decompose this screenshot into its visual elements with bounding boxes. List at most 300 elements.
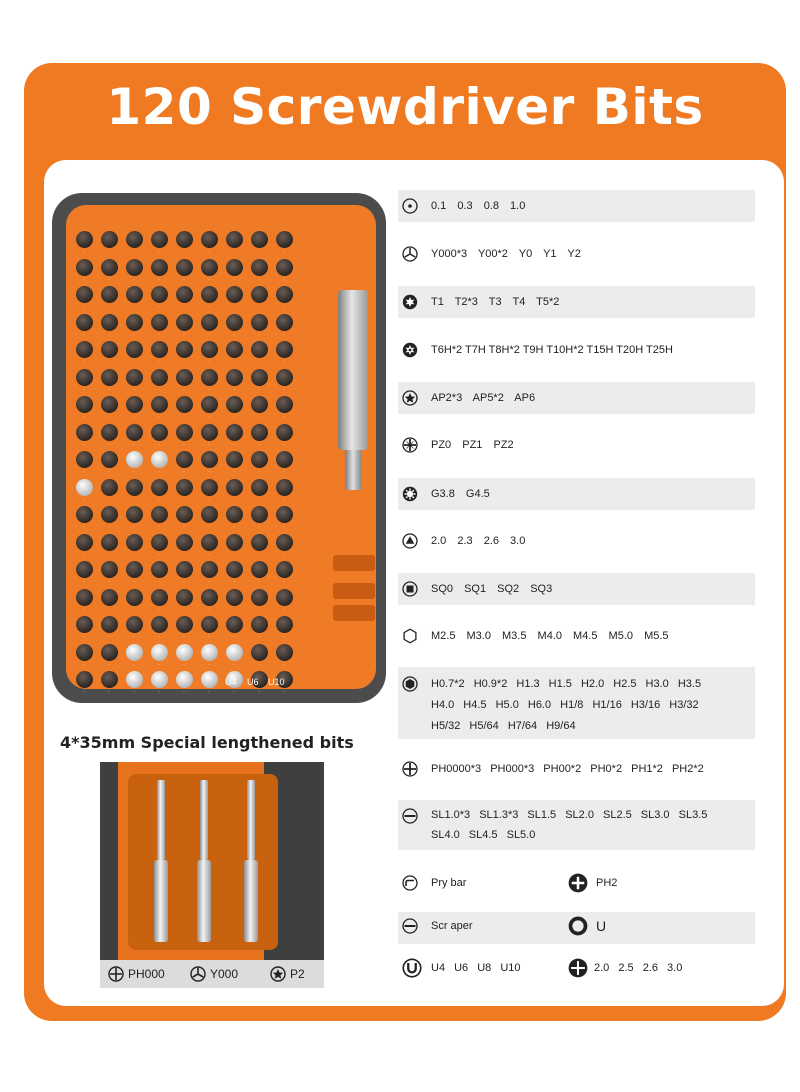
tray-slot	[333, 555, 375, 571]
tray-bit-marking: ·	[83, 276, 85, 283]
scraper-label: Scr aper	[431, 920, 473, 932]
long-bit-shaft	[157, 780, 165, 860]
tray-bit	[151, 561, 168, 578]
tray-bit-marking: ·	[183, 496, 185, 503]
row-triangle-values: 2.0 2.3 2.6 3.0	[431, 535, 526, 547]
tray-bit	[251, 259, 268, 276]
row-slotted-values-2: SL4.0 SL4.5 SL5.0	[431, 829, 536, 841]
tray-bit	[226, 506, 243, 523]
cross-bit-icon	[568, 958, 588, 978]
tray-bit-marking: ·	[183, 304, 185, 310]
tray-bit	[101, 561, 118, 578]
tray-bit	[126, 616, 143, 633]
tray-bit	[126, 561, 143, 578]
tray-bit-marking: ·	[258, 441, 260, 448]
tray-bit-marking: ·	[108, 496, 110, 503]
tray-bit-marking: ·	[158, 634, 160, 640]
tray-bit	[251, 286, 268, 303]
tray-bit-marking: ·	[283, 441, 285, 448]
tray-bit-marking: ·	[158, 496, 160, 503]
tray-bit-marking: ·	[283, 304, 285, 310]
tray-bit	[101, 479, 118, 496]
legend-ph000-label: PH000	[128, 967, 165, 981]
tray-bit-marking: ·	[183, 276, 185, 283]
tray-bit-marking: ·	[208, 414, 210, 420]
tray-bit-marking: ·	[108, 249, 110, 255]
tray-bit-marking: ·	[158, 469, 160, 475]
tray-bit-marking: ·	[183, 689, 185, 695]
tray-bit	[276, 479, 293, 496]
tray-bit	[126, 644, 143, 661]
tray-bit	[101, 259, 118, 276]
pentalobe-icon	[402, 390, 418, 406]
tray-bit	[226, 341, 243, 358]
tray-bit-marking: ·	[158, 276, 160, 283]
tray-bit	[151, 314, 168, 331]
tray-bit-marking: ·	[133, 386, 135, 393]
tray-bit-marking: ·	[233, 689, 235, 695]
tray-bit-marking: ·	[283, 496, 285, 503]
tray-bit-marking: ·	[133, 524, 135, 530]
tray-bit-marking: ·	[283, 551, 285, 558]
tray-bit	[126, 314, 143, 331]
tray-bit	[201, 589, 218, 606]
tray-bit	[176, 506, 193, 523]
tray-bit	[126, 424, 143, 441]
tray-bit	[101, 286, 118, 303]
tray-bit-marking: ·	[258, 249, 260, 255]
tri-wing-icon	[190, 966, 206, 982]
tray-bit	[126, 506, 143, 523]
row-torx-values: T1 T2*3 T3 T4 T5*2	[431, 296, 560, 308]
tray-bit	[251, 231, 268, 248]
tray-bit	[101, 671, 118, 688]
tray-bit-marking: ·	[83, 469, 85, 475]
tray-bit	[276, 396, 293, 413]
tray-bit	[201, 396, 218, 413]
tray-bit	[176, 369, 193, 386]
tray-bit	[201, 314, 218, 331]
tray-bit	[126, 671, 143, 688]
tray-bit-marking: ·	[158, 249, 160, 255]
row-square-values: SQ0 SQ1 SQ2 SQ3	[431, 583, 553, 595]
torx-icon	[402, 294, 418, 310]
tray-bit	[176, 286, 193, 303]
long-bit-body	[197, 860, 211, 942]
tray-bit-marking: ·	[83, 579, 85, 585]
tray-bit	[76, 671, 93, 688]
ph2-label: PH2	[596, 877, 618, 889]
tray-bit	[276, 616, 293, 633]
tray-bit	[151, 259, 168, 276]
page-title: 120 Screwdriver Bits	[106, 78, 704, 136]
tray-bit-marking: ·	[83, 606, 85, 613]
tray-bit	[76, 479, 93, 496]
tray-bit	[201, 286, 218, 303]
tray-bit	[151, 506, 168, 523]
tray-bit-marking: ·	[283, 414, 285, 420]
tray-bit	[76, 506, 93, 523]
tray-bit	[251, 506, 268, 523]
tray-bit	[176, 589, 193, 606]
tray-bit	[101, 534, 118, 551]
tray-bit	[251, 561, 268, 578]
tray-bit-marking: ·	[183, 469, 185, 475]
tray-bit-marking: ·	[283, 386, 285, 393]
tray-bit-marking: ·	[283, 249, 285, 255]
tray-bit-marking: ·	[158, 689, 160, 695]
tray-bit-marking: ·	[183, 606, 185, 613]
row-metric-socket-values: M2.5 M3.0 M3.5 M4.0 M4.5 M5.0 M5.5	[431, 630, 669, 642]
long-bit-body	[244, 860, 258, 942]
tray-bit	[126, 369, 143, 386]
row-precision-values: 0.1 0.3 0.8 1.0	[431, 200, 526, 212]
tray-bit	[76, 561, 93, 578]
tray-bit-marking: ·	[233, 496, 235, 503]
tray-bit	[276, 369, 293, 386]
tray-bit-marking: ·	[133, 661, 135, 668]
row-gear-values: G3.8 G4.5	[431, 488, 490, 500]
tray-bit-marking: ·	[133, 496, 135, 503]
tri-wing-icon	[402, 246, 418, 262]
tray-bit-marking: ·	[233, 441, 235, 448]
bit-tray-inner	[66, 205, 376, 695]
tray-bit-marking: ·	[258, 359, 260, 365]
tray-bit	[201, 644, 218, 661]
long-bit-shaft	[247, 780, 255, 860]
tray-bit-marking: ·	[183, 524, 185, 530]
tray-bit	[126, 286, 143, 303]
tray-bit	[276, 314, 293, 331]
tray-bit-marking: ·	[208, 304, 210, 310]
tray-bit-marking: ·	[283, 276, 285, 283]
tray-bit-marking: ·	[283, 331, 285, 338]
tray-bit-marking: ·	[183, 359, 185, 365]
tray-bit	[176, 259, 193, 276]
tray-bit-marking: ·	[183, 249, 185, 255]
tray-bit-marking: ·	[283, 359, 285, 365]
tray-bit	[101, 314, 118, 331]
tray-bit	[251, 644, 268, 661]
tray-bit	[201, 534, 218, 551]
tray-bit	[226, 286, 243, 303]
tray-bit	[276, 259, 293, 276]
tray-bit	[251, 616, 268, 633]
long-bit-shaft	[200, 780, 208, 860]
tray-bit-marking: ·	[108, 331, 110, 338]
tray-bit-marking: ·	[258, 331, 260, 338]
tray-bit-marking: ·	[233, 359, 235, 365]
hex-socket-icon	[402, 628, 418, 644]
tray-bit-marking: ·	[258, 304, 260, 310]
tray-bit-marking: ·	[108, 441, 110, 448]
row-slotted-values-1: SL1.0*3 SL1.3*3 SL1.5 SL2.0 SL2.5 SL3.0 SL3.5	[431, 809, 708, 821]
tray-bit-marking: ·	[83, 551, 85, 558]
row-torx-hole-values: T6H*2 T7H T8H*2 T9H T10H*2 T15H T20H T25H	[431, 344, 673, 356]
tray-label-u6: U6	[247, 677, 259, 687]
tray-bit-marking: ·	[283, 469, 285, 475]
tray-bit-marking: ·	[83, 331, 85, 338]
tray-bit	[151, 286, 168, 303]
ring-label: U	[596, 918, 607, 934]
tray-bit	[176, 644, 193, 661]
tray-bit-marking: ·	[183, 414, 185, 420]
tray-bit-marking: ·	[158, 331, 160, 338]
tray-bit	[201, 424, 218, 441]
tray-bit	[176, 451, 193, 468]
tray-bit-marking: ·	[208, 551, 210, 558]
tray-bit	[251, 451, 268, 468]
tray-bit-marking: ·	[108, 579, 110, 585]
tray-bit-marking: ·	[258, 661, 260, 668]
tray-bit-marking: ·	[133, 441, 135, 448]
tray-bit	[76, 451, 93, 468]
tray-bit	[151, 644, 168, 661]
tray-bit-marking: ·	[158, 304, 160, 310]
tray-bit	[176, 341, 193, 358]
tray-bit	[201, 479, 218, 496]
tray-bit	[226, 451, 243, 468]
tray-bit-marking: ·	[208, 524, 210, 530]
tray-bit-marking: ·	[208, 359, 210, 365]
tray-bit	[101, 341, 118, 358]
tray-bit	[101, 424, 118, 441]
tray-bit	[276, 534, 293, 551]
tray-bit	[201, 341, 218, 358]
tray-bit	[126, 341, 143, 358]
tray-bit-marking: ·	[83, 524, 85, 530]
tray-bit	[101, 644, 118, 661]
tray-bit	[276, 589, 293, 606]
tray-bit-marking: ·	[208, 469, 210, 475]
square-icon	[402, 581, 418, 597]
tray-bit-marking: ·	[83, 359, 85, 365]
tray-bit-marking: ·	[158, 414, 160, 420]
tray-bit-marking: ·	[233, 331, 235, 338]
tray-bit	[151, 424, 168, 441]
tray-bit	[151, 534, 168, 551]
tray-bit	[251, 396, 268, 413]
tray-bit-marking: ·	[283, 689, 285, 695]
tray-bit-marking: ·	[108, 524, 110, 530]
tray-bit	[276, 506, 293, 523]
torx-hole-icon	[402, 342, 418, 358]
tray-bit-marking: ·	[183, 579, 185, 585]
tray-bit	[176, 534, 193, 551]
slotted-icon	[402, 808, 418, 824]
tray-bit	[226, 424, 243, 441]
photo-shadow	[100, 762, 118, 960]
tray-bit-marking: ·	[133, 304, 135, 310]
pry-bar-icon	[402, 875, 418, 891]
row-tri-wing-values: Y000*3 Y00*2 Y0 Y1 Y2	[431, 248, 581, 260]
tray-bit-marking: ·	[208, 386, 210, 393]
tray-bit	[126, 589, 143, 606]
tray-bit-marking: ·	[158, 606, 160, 613]
row-hex-values-3: H5/32 H5/64 H7/64 H9/64	[431, 720, 576, 732]
tray-bit-marking: ·	[133, 249, 135, 255]
tray-bit	[226, 314, 243, 331]
tray-bit-marking: ·	[233, 551, 235, 558]
tray-bit-marking: ·	[183, 331, 185, 338]
row-hex-values-2: H4.0 H4.5 H5.0 H6.0 H1/8 H1/16 H3/16 H3/32	[431, 699, 699, 711]
tray-bit-marking: ·	[258, 606, 260, 613]
tray-bit	[126, 451, 143, 468]
tray-bit-marking: ·	[258, 689, 260, 695]
tray-bit-marking: ·	[158, 579, 160, 585]
tray-bit	[251, 479, 268, 496]
tray-bit	[201, 616, 218, 633]
tray-bit	[176, 396, 193, 413]
tray-bit	[176, 314, 193, 331]
tray-bit	[176, 561, 193, 578]
tray-bit	[76, 644, 93, 661]
special-bits-photo	[100, 762, 324, 960]
scraper-icon	[402, 918, 418, 934]
gear-icon	[402, 486, 418, 502]
tray-bit	[126, 259, 143, 276]
tray-bit	[76, 231, 93, 248]
triangle-icon	[402, 533, 418, 549]
tray-bit	[201, 231, 218, 248]
tray-bit-marking: ·	[108, 606, 110, 613]
tray-bit-marking: ·	[258, 469, 260, 475]
tray-bit-marking: ·	[158, 441, 160, 448]
tray-slot	[333, 605, 375, 621]
tray-bit-marking: ·	[233, 606, 235, 613]
tray-bit	[226, 259, 243, 276]
tray-bit	[201, 259, 218, 276]
tray-bit-marking: ·	[183, 551, 185, 558]
tray-bit-marking: ·	[133, 331, 135, 338]
tray-bit	[151, 396, 168, 413]
legend-p2-label: P2	[290, 967, 305, 981]
tray-bit-marking: ·	[83, 661, 85, 668]
tray-bit-marking: ·	[208, 579, 210, 585]
tray-bit	[226, 589, 243, 606]
tray-bit	[76, 259, 93, 276]
tray-bit-marking: ·	[258, 386, 260, 393]
tray-bit-marking: ·	[108, 359, 110, 365]
tray-bit	[226, 231, 243, 248]
tray-bit	[101, 369, 118, 386]
tray-bit-marking: ·	[83, 689, 85, 695]
tray-bit	[176, 479, 193, 496]
legend-y000-label: Y000	[210, 967, 239, 981]
tray-bit-marking: ·	[133, 579, 135, 585]
tray-bit	[251, 341, 268, 358]
tray-bit-marking: ·	[83, 386, 85, 393]
tray-slot	[333, 583, 375, 599]
tray-bit	[276, 231, 293, 248]
tray-bit	[151, 341, 168, 358]
tray-bit-marking: ·	[258, 551, 260, 558]
tray-bit	[126, 479, 143, 496]
phillips-icon	[402, 761, 418, 777]
tray-bit	[201, 369, 218, 386]
tray-bit-marking: ·	[108, 386, 110, 393]
row-pentalobe-values: AP2*3 AP5*2 AP6	[431, 392, 536, 404]
tray-bit	[101, 231, 118, 248]
pry-bar-label: Pry bar	[431, 877, 467, 889]
tray-bit-marking: ·	[233, 304, 235, 310]
tray-bit-marking: ·	[258, 276, 260, 283]
tray-bit-marking: ·	[233, 414, 235, 420]
tray-bit-marking: ·	[208, 276, 210, 283]
tray-bit	[226, 479, 243, 496]
tray-bit-marking: ·	[233, 634, 235, 640]
tray-bit	[76, 286, 93, 303]
tray-bit-marking: ·	[233, 276, 235, 283]
ph2-icon	[568, 873, 588, 893]
tray-bit-marking: ·	[83, 634, 85, 640]
u-bit-icon	[402, 958, 422, 978]
tray-bit-marking: ·	[133, 276, 135, 283]
tray-bit-marking: ·	[158, 661, 160, 668]
tray-bit-marking: ·	[208, 441, 210, 448]
long-bit-body	[154, 860, 168, 942]
tray-bit	[101, 616, 118, 633]
tray-bit-marking: ·	[208, 331, 210, 338]
row-slotted	[398, 800, 755, 850]
tray-bit-marking: ·	[258, 579, 260, 585]
tray-bit	[151, 451, 168, 468]
tray-bit-marking: ·	[83, 414, 85, 420]
tray-label-u4: U4	[225, 677, 237, 687]
hex-icon	[402, 676, 418, 692]
legend-ph000	[108, 966, 165, 982]
tray-bit	[276, 286, 293, 303]
tray-bit-marking: ·	[108, 469, 110, 475]
tray-bit	[76, 396, 93, 413]
tray-bit-marking: ·	[258, 496, 260, 503]
tray-bit-marking: ·	[133, 414, 135, 420]
tray-bit	[226, 644, 243, 661]
tray-bit-marking: ·	[233, 386, 235, 393]
tray-bit-marking: ·	[108, 551, 110, 558]
tray-bit-marking: ·	[108, 414, 110, 420]
tray-bit	[201, 561, 218, 578]
u-bit-values: U4 U6 U8 U10	[431, 962, 521, 974]
pentalobe-icon	[270, 966, 286, 982]
tray-bit-marking: ·	[283, 661, 285, 668]
tray-bit	[176, 424, 193, 441]
tray-bit-marking: ·	[283, 524, 285, 530]
tray-bit	[176, 671, 193, 688]
cross-bit-values: 2.0 2.5 2.6 3.0	[594, 962, 683, 974]
tray-bit	[151, 616, 168, 633]
tray-bit-marking: ·	[108, 689, 110, 695]
row-phillips-values: PH0000*3 PH000*3 PH00*2 PH0*2 PH1*2 PH2*2	[431, 763, 704, 775]
tray-bit-marking: ·	[133, 606, 135, 613]
tray-bit	[101, 396, 118, 413]
tray-bit-marking: ·	[108, 661, 110, 668]
tray-bit-marking: ·	[183, 661, 185, 668]
row-pozidriv-values: PZ0 PZ1 PZ2	[431, 439, 514, 451]
bit-holder-tip	[345, 450, 361, 490]
tray-bit-marking: ·	[258, 414, 260, 420]
legend-p2	[270, 966, 305, 982]
tray-bit	[151, 589, 168, 606]
tray-bit-marking: ·	[208, 634, 210, 640]
tray-bit	[251, 424, 268, 441]
tray-bit-marking: ·	[258, 634, 260, 640]
phillips-icon	[108, 966, 124, 982]
tray-bit	[76, 424, 93, 441]
tray-bit	[276, 451, 293, 468]
tray-bit-marking: ·	[233, 661, 235, 668]
tray-bit-marking: ·	[233, 579, 235, 585]
